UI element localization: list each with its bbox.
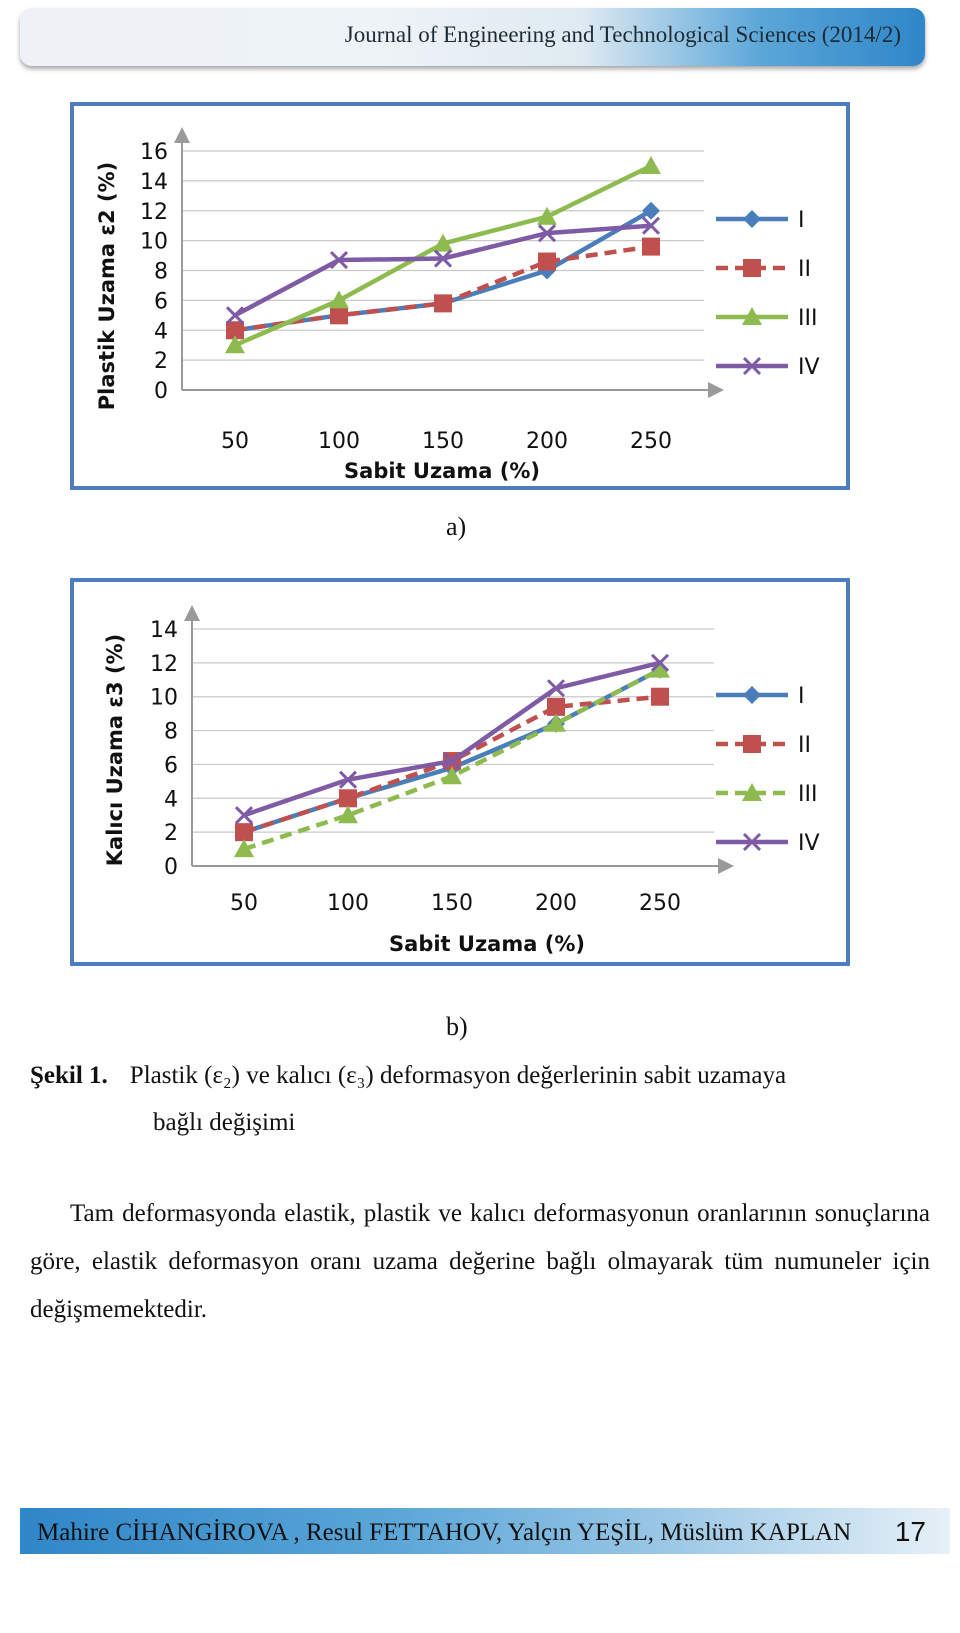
series-line-I: [244, 670, 660, 833]
data-point: [434, 294, 452, 312]
y-tick-label: 0: [164, 855, 178, 880]
figure-caption: [30, 1052, 930, 1146]
x-tick-label: 50: [230, 891, 258, 916]
legend-label: III: [798, 306, 818, 331]
series-line-IV: [244, 663, 660, 815]
y-tick-label: 6: [154, 289, 168, 315]
chart-b-plot: [74, 582, 846, 962]
data-point: [642, 238, 660, 256]
legend-marker: [743, 735, 761, 753]
legend-label: II: [798, 257, 811, 282]
x-tick-label: 250: [630, 429, 672, 454]
y-tick-label: 14: [140, 169, 168, 195]
x-tick-label: 50: [221, 429, 249, 454]
y-tick-label: 2: [164, 821, 178, 847]
chart-a-frame: [70, 102, 850, 490]
x-tick-label: 100: [318, 429, 360, 454]
x-tick-label: 200: [535, 891, 577, 916]
y-tick-label: 16: [140, 140, 168, 165]
y-axis-arrow: [174, 127, 190, 143]
legend-marker: [743, 259, 761, 277]
y-tick-label: 12: [140, 199, 168, 225]
x-tick-label: 200: [526, 429, 568, 454]
y-axis-arrow: [184, 605, 200, 621]
legend-label: I: [798, 208, 805, 233]
y-tick-label: 14: [150, 618, 178, 643]
journal-title: Journal of Engineering and Technological Sciences (2014/2): [344, 22, 901, 47]
y-tick-label: 8: [164, 719, 178, 745]
y-tick-label: 2: [154, 349, 168, 375]
y-tick-label: 4: [154, 319, 168, 345]
data-point: [235, 823, 253, 841]
x-axis-title: Sabit Uzama (%): [389, 932, 585, 956]
figure-label: Şekil 1.: [30, 1062, 108, 1089]
legend-label: III: [798, 782, 818, 807]
legend-marker: [743, 210, 761, 228]
y-tick-label: 6: [164, 753, 178, 779]
x-axis-title: Sabit Uzama (%): [344, 459, 540, 483]
data-point: [329, 290, 349, 308]
y-tick-label: 12: [150, 651, 178, 677]
x-tick-label: 250: [639, 891, 681, 916]
journal-header-bar: [20, 8, 925, 66]
x-tick-label: 150: [431, 891, 473, 916]
chart-b-frame: [70, 578, 850, 966]
caption-a: a): [446, 512, 467, 541]
data-point: [642, 202, 660, 220]
y-tick-label: 10: [150, 685, 178, 711]
data-point: [538, 253, 556, 271]
data-point: [651, 688, 669, 706]
footer-bar: [20, 1508, 950, 1554]
x-axis-arrow: [718, 858, 734, 874]
x-tick-label: 100: [327, 891, 369, 916]
caption-b: b): [446, 1012, 468, 1041]
y-tick-label: 4: [164, 787, 178, 813]
legend-label: IV: [798, 355, 820, 380]
legend-label: II: [798, 733, 811, 758]
body-paragraph: Tam deformasyonda elastik, plastik ve kalıcı deformasyonun oranlarının sonuçlarına göre, elastik deformasyon oranı uzama değerine bağlı olmayarak tüm numuneler için değişmemektedir.: [30, 1200, 930, 1323]
legend-label: IV: [798, 831, 820, 856]
page-number: 17: [894, 1516, 926, 1547]
data-point: [641, 156, 661, 174]
data-point: [339, 789, 357, 807]
x-tick-label: 150: [422, 429, 464, 454]
legend-label: I: [798, 684, 805, 709]
figure-caption-line2: bağlı değişimi: [153, 1109, 296, 1136]
chart-a-plot: [74, 106, 846, 486]
data-point: [330, 306, 348, 324]
footer-authors: Mahire CİHANGİROVA , Resul FETTAHOV, Yalçın YEŞİL, Müslüm KAPLAN: [37, 1519, 852, 1546]
y-axis-title: Kalıcı Uzama ε3 (%): [103, 633, 127, 867]
y-axis-title: Plastik Uzama ε2 (%): [95, 161, 119, 411]
data-point: [547, 698, 565, 716]
figure-caption-line1: Plastik (ε₂) ve kalıcı (ε₃) deformasyon değerlerinin sabit uzamaya: [129, 1062, 787, 1089]
x-axis-arrow: [708, 382, 724, 398]
y-tick-label: 10: [140, 229, 168, 255]
y-tick-label: 8: [154, 259, 168, 285]
legend-marker: [743, 686, 761, 704]
data-point: [227, 307, 243, 323]
y-tick-label: 0: [154, 379, 168, 404]
